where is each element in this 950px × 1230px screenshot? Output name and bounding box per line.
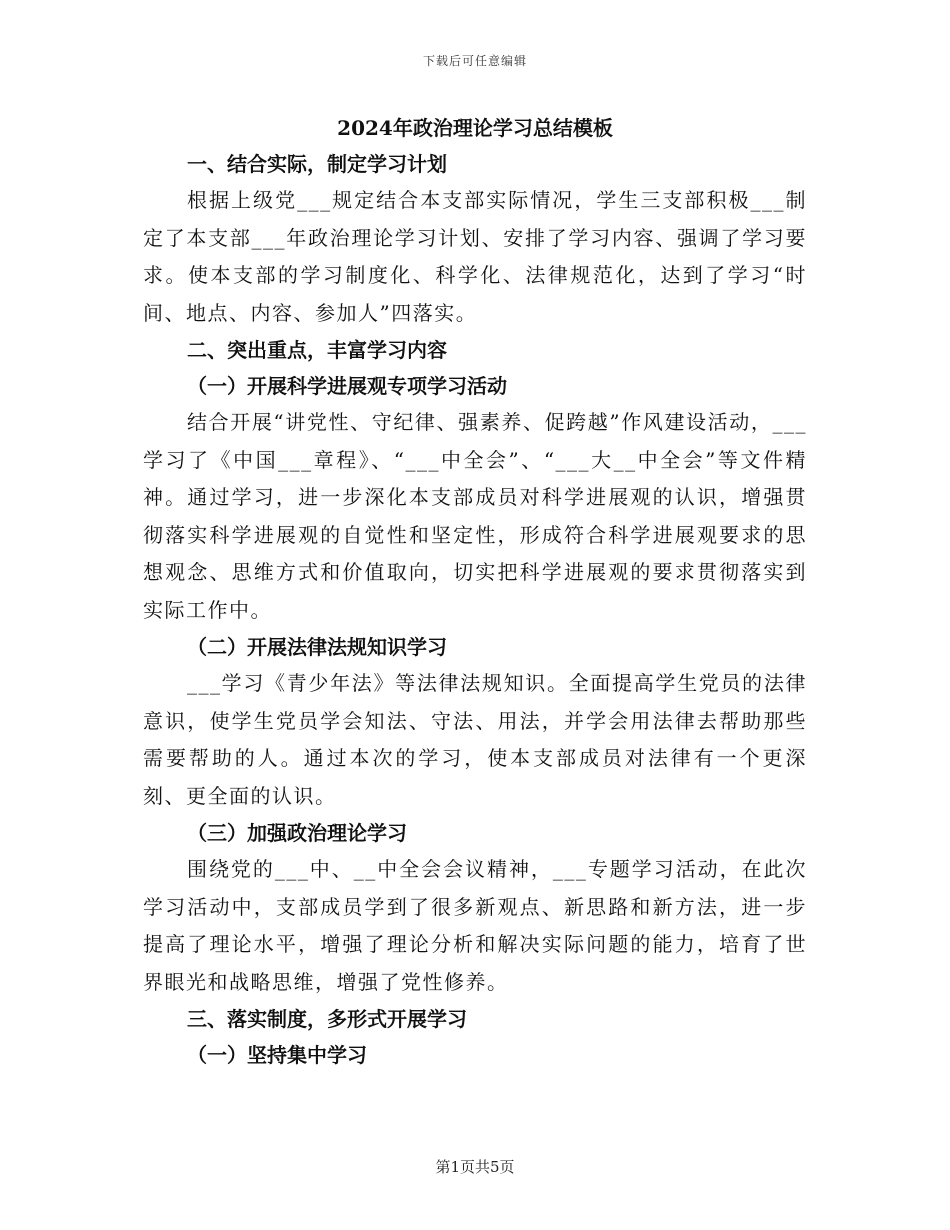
- section-heading-1: 一、结合实际，制定学习计划: [187, 152, 447, 176]
- paragraph: 根据上级党___规定结合本支部实际情况，学生三支部积极___制定了本支部___年政治理论学习计划、安排了学习内容、强调了学习要求。使本支部的学习制度化、科学化、法律规范化，达到了学习“时间、地点、内容、参加人”四落实。: [143, 188, 807, 325]
- paragraph: 结合开展“讲党性、守纪律、强素养、促跨越”作风建设活动，___学习了《中国___章程》、“___中全会”、“___大__中全会”等文件精神。通过学习，进一步深化本支部成员对科学进展观的认识，增强贯彻落实科学进展观的自觉性和坚定性，形成符合科学进展观要求的思想观念、思维方式和价值取向，切实把科学进展观的要求贯彻落实到实际工作中。: [143, 410, 807, 622]
- document-body: [143, 110, 807, 1073]
- subsection-heading-2-1: （一）开展科学进展观专项学习活动: [187, 374, 507, 398]
- page-footer: 第1页共5页: [435, 1158, 515, 1176]
- paragraph: 围绕党的___中、__中全会会议精神，___专题学习活动，在此次学习活动中，支部成员学到了很多新观点、新思路和新方法，进一步提高了理论水平，增强了理论分析和解决实际问题的能力，培育了世界眼光和战略思维，增强了党性修养。: [143, 857, 807, 994]
- section-heading-2: 二、突出重点，丰富学习内容: [187, 338, 447, 362]
- document-title: 2024年政治理论学习总结模板: [337, 116, 613, 140]
- section-heading-3: 三、落实制度，多形式开展学习: [187, 1007, 467, 1031]
- subsection-heading-2-2: （二）开展法律法规知识学习: [187, 635, 447, 659]
- subsection-heading-2-3: （三）加强政治理论学习: [187, 821, 407, 845]
- paragraph: ___学习《青少年法》等法律法规知识。全面提高学生党员的法律意识，使学生党员学会知法、守法、用法，并学会用法律去帮助那些需要帮助的人。通过本次的学习，使本支部成员对法律有一个更深刻、更全面的认识。: [143, 671, 807, 808]
- subsection-heading-3-1: （一）坚持集中学习: [187, 1043, 367, 1067]
- header-note: 下载后可任意编辑: [422, 54, 527, 68]
